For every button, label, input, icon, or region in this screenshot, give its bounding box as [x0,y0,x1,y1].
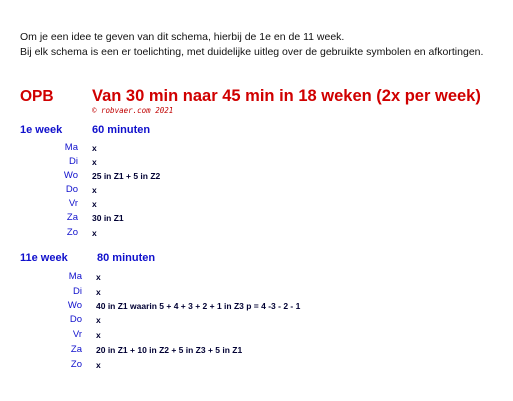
copyright-notice: © robvaer.com 2021 [92,106,174,115]
day-label: Za [66,212,78,223]
day-value: 40 in Z1 waarin 5 + 4 + 3 + 2 + 1 in Z3 p = 4 -3 - 2 - 1 [96,301,301,311]
day-value: x [92,185,97,195]
day-label: Do [69,314,82,325]
day-value: x [92,157,97,167]
day-label: Vr [68,198,78,209]
day-label: Di [69,156,78,167]
schema-label: OPB [20,88,54,105]
day-value: 30 in Z1 [92,213,124,223]
day-value: x [92,143,97,153]
day-label: Ma [68,271,82,282]
day-value: x [96,330,101,340]
day-label: Do [65,184,78,195]
day-label: Zo [70,359,82,370]
day-label: Ma [64,142,78,153]
day-value: x [96,360,101,370]
day-value: 25 in Z1 + 5 in Z2 [92,171,161,181]
day-value: x [92,199,97,209]
page-title: Van 30 min naar 45 min in 18 weken (2x per week) [92,87,481,105]
day-value: x [96,272,101,282]
day-value: 20 in Z1 + 10 in Z2 + 5 in Z3 + 5 in Z1 [96,345,243,355]
day-label: Za [70,344,82,355]
intro-line-1: Om je een idee te geven van dit schema, hierbij de 1e en de 11 week. [20,31,345,43]
day-label: Wo [63,170,78,181]
week-minutes: 80 minuten [97,252,156,264]
week-label: 11e week [20,252,68,264]
day-value: x [96,315,101,325]
week-label: 1e week [20,124,63,136]
week-minutes: 60 minuten [92,124,151,136]
day-label: Di [73,286,82,297]
day-label: Wo [67,300,82,311]
day-label: Vr [72,329,82,340]
day-value: x [92,228,97,238]
day-value: x [96,287,101,297]
intro-line-2: Bij elk schema is een er toelichting, met duidelijke uitleg over de gebruikte symbolen en afkortingen. [20,46,484,58]
day-label: Zo [66,227,78,238]
